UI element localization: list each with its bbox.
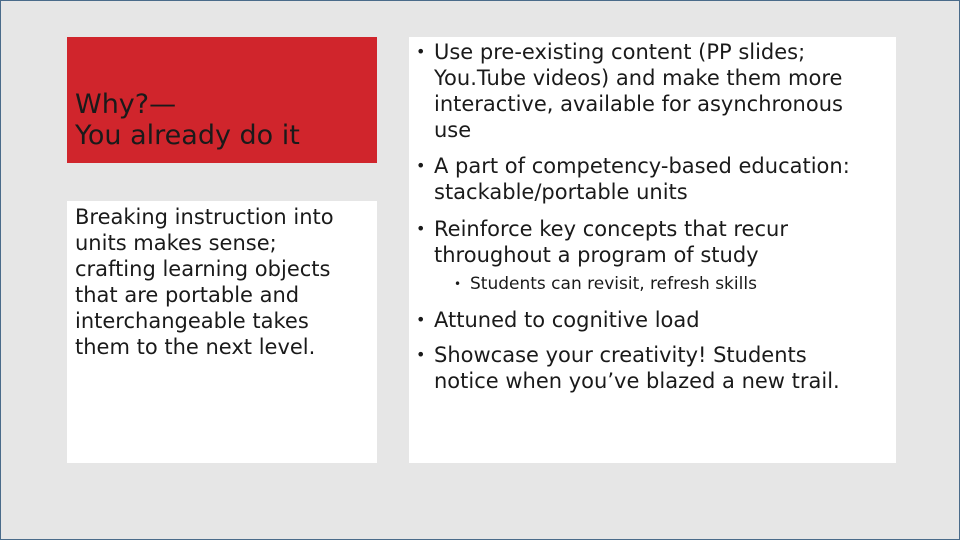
bullet-line: throughout a program of study [434, 243, 759, 267]
left-body-line: them to the next level. [75, 335, 316, 359]
bullet-line: A part of competency-based education: [434, 154, 850, 178]
slide-title-line: Why?— [75, 89, 177, 120]
left-body-line: interchangeable takes [75, 309, 309, 333]
bullet-marker: • [416, 219, 426, 238]
bullet-item [416, 307, 700, 333]
bullet-line: notice when you’ve blazed a new trail. [434, 369, 840, 393]
bullet-item [416, 153, 850, 205]
bullet-marker: • [454, 277, 462, 291]
bullet-line: Reinforce key concepts that recur [434, 217, 788, 241]
bullet-marker: • [416, 42, 426, 61]
bullet-list [1, 1, 960, 540]
bullet-line: Students can revisit, refresh skills [470, 274, 757, 294]
bullet-line: You.Tube videos) and make them more [434, 66, 843, 90]
left-body-line: units makes sense; [75, 231, 277, 255]
bullet-line: Showcase your creativity! Students [434, 343, 807, 367]
bullet-marker: • [416, 310, 426, 329]
bullet-line: use [434, 118, 472, 142]
bullet-item [416, 342, 840, 394]
bullet-item [416, 216, 788, 268]
bullet-line: stackable/portable units [434, 180, 688, 204]
sub-bullet-item [454, 273, 757, 295]
bullet-marker: • [416, 156, 426, 175]
bullet-item [416, 39, 843, 143]
left-body-line: crafting learning objects [75, 257, 331, 281]
bullet-line: Attuned to cognitive load [434, 308, 700, 332]
left-body-line: that are portable and [75, 283, 300, 307]
bullet-marker: • [416, 345, 426, 364]
bullet-line: Use pre-existing content (PP slides; [434, 40, 806, 64]
left-body-line: Breaking instruction into [75, 205, 334, 229]
slide-title-line: You already do it [75, 120, 300, 151]
bullet-line: interactive, available for asynchronous [434, 92, 843, 116]
